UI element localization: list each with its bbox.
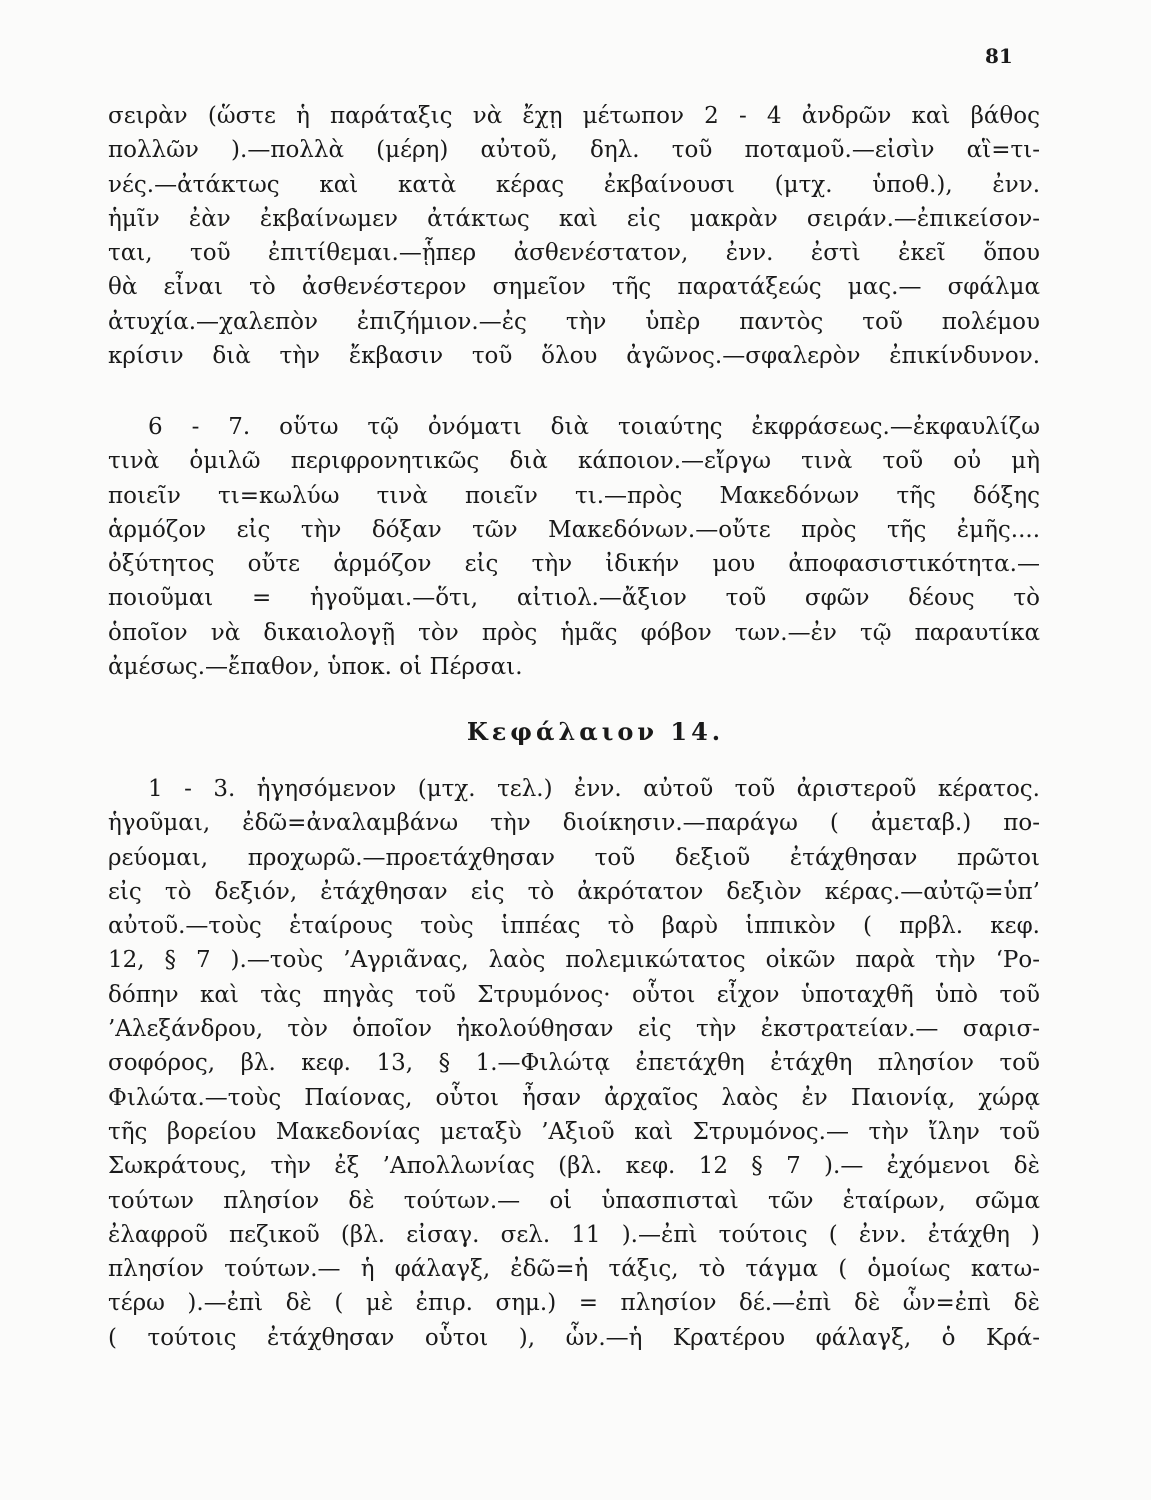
text-line: 12, § 7 ).—τοὺς ’Αγριᾶνας, λαὸς πολεμικώτατος οἰκῶν παρὰ τὴν ‘Ρο- bbox=[108, 947, 1040, 974]
text-line: τούτων πλησίον δὲ τούτων.— οἱ ὑπασπισταὶ τῶν ἑταίρων, σῶμα bbox=[108, 1187, 1040, 1214]
text-line: αὐτοῦ.—τοὺς ἑταίρους τοὺς ἱππέας τὸ βαρὺ ἱππικὸν ( πρβλ. κεφ. bbox=[108, 913, 1040, 940]
text-line: ται, τοῦ ἐπιτίθεμαι.—ᾗπερ ἀσθενέστατον, ἐνν. ἐστὶ ἐκεῖ ὅπου bbox=[108, 240, 1040, 267]
text-line: νές.—ἀτάκτως καὶ κατὰ κέρας ἐκβαίνουσι (μτχ. ὑποθ.), ἐνν. bbox=[108, 171, 1040, 198]
text-line: ὁποῖον νὰ δικαιολογῇ τὸν πρὸς ἡμᾶς φόβον των.—ἐν τῷ παραυτίκα bbox=[108, 619, 1040, 646]
text-line: ὀξύτητος οὔτε ἁρμόζον εἰς τὴν ἰδικήν μου ἀποφασιστικότητα.— bbox=[108, 551, 1040, 578]
text-line: ’Αλεξάνδρου, τὸν ὁποῖον ἠκολούθησαν εἰς τὴν ἐκστρατείαν.— σαρισ- bbox=[108, 1016, 1040, 1043]
text-line: Φιλώτα.—τοὺς Παίονας, οὗτοι ἦσαν ἀρχαῖος λαὸς ἐν Παιονίᾳ, χώρᾳ bbox=[108, 1084, 1040, 1111]
text-line: τέρω ).—ἐπὶ δὲ ( μὲ ἐπιρ. σημ.) = πλησίον δέ.—ἐπὶ δὲ ὧν=ἐπὶ δὲ bbox=[108, 1290, 1040, 1317]
text-line: πολλῶν ).—πολλὰ (μέρη) αὐτοῦ, δηλ. τοῦ ποταμοῦ.—εἰσὶν αἳ=τι- bbox=[108, 137, 1040, 164]
text-line: τῆς βορείου Μακεδονίας μεταξὺ ’Αξιοῦ καὶ Στρυμόνος.— τὴν ἴλην τοῦ bbox=[108, 1118, 1040, 1145]
text-line: Σωκράτους, τὴν ἐξ ’Απολλωνίας (βλ. κεφ. 12 § 7 ).— ἐχόμενοι δὲ bbox=[108, 1153, 1040, 1180]
page-number: 81 bbox=[985, 44, 1013, 68]
text-line: ἡμῖν ἐὰν ἐκβαίνωμεν ἀτάκτως καὶ εἰς μακρὰν σειράν.—ἐπικείσον- bbox=[108, 205, 1040, 232]
text-line: τινὰ ὁμιλῶ περιφρονητικῶς διὰ κάποιον.—εἴργω τινὰ τοῦ οὐ μὴ bbox=[108, 448, 1040, 475]
text-line: ἀτυχία.—χαλεπὸν ἐπιζήμιον.—ἐς τὴν ὑπὲρ παντὸς τοῦ πολέμου bbox=[108, 308, 1040, 335]
text-line: 6 - 7. οὕτω τῷ ὀνόματι διὰ τοιαύτης ἐκφράσεως.—ἐκφαυλίζω bbox=[148, 414, 1040, 440]
paragraph-3 bbox=[108, 772, 1040, 1355]
text-line: σοφόρος, βλ. κεφ. 13, § 1.—Φιλώτᾳ ἐπετάχθη ἐτάχθη πλησίον τοῦ bbox=[108, 1050, 1040, 1077]
text-line: ( τούτοις ἐτάχθησαν οὗτοι ), ὧν.—ἡ Κρατέρου φάλαγξ, ὁ Κρά- bbox=[108, 1324, 1040, 1351]
text-line: θὰ εἶναι τὸ ἀσθενέστερον σημεῖον τῆς παρατάξεώς μας.— σφάλμα bbox=[108, 274, 1040, 301]
text-line: ἀμέσως.—ἔπαθον, ὑποκ. οἱ Πέρσαι. bbox=[108, 654, 523, 681]
paragraph-2 bbox=[108, 410, 1040, 684]
text-line: 1 - 3. ἡγησόμενον (μτχ. τελ.) ἐνν. αὐτοῦ τοῦ ἀριστεροῦ κέρατος. bbox=[148, 776, 1040, 802]
paragraph-1 bbox=[108, 99, 1040, 373]
text-line: σειρὰν (ὥστε ἡ παράταξις νὰ ἔχῃ μέτωπον 2 - 4 ἀνδρῶν καὶ βάθος bbox=[108, 103, 1040, 129]
text-line: δόπην καὶ τὰς πηγὰς τοῦ Στρυμόνος· οὗτοι εἶχον ὑποταχθῆ ὑπὸ τοῦ bbox=[108, 981, 1040, 1008]
text-line: ρεύομαι, προχωρῶ.—προετάχθησαν τοῦ δεξιοῦ ἐτάχθησαν πρῶτοι bbox=[108, 844, 1040, 871]
text-line: ποιεῖν τι=κωλύω τινὰ ποιεῖν τι.—πρὸς Μακεδόνων τῆς δόξης bbox=[108, 482, 1040, 509]
chapter-heading: Κεφάλαιον 14. bbox=[466, 717, 725, 746]
text-line: ἁρμόζον εἰς τὴν δόξαν τῶν Μακεδόνων.—οὔτε πρὸς τῆς ἐμῆς.... bbox=[108, 516, 1040, 543]
text-line: ἐλαφροῦ πεζικοῦ (βλ. εἰσαγ. σελ. 11 ).—ἐπὶ τούτοις ( ἐνν. ἐτάχθη ) bbox=[108, 1221, 1040, 1248]
text-line: εἰς τὸ δεξιόν, ἐτάχθησαν εἰς τὸ ἀκρότατον δεξιὸν κέρας.—αὐτῷ=ὑπ’ bbox=[108, 878, 1040, 905]
text-line: ἡγοῦμαι, ἐδῶ=ἀναλαμβάνω τὴν διοίκησιν.—παράγω ( ἀμεταβ.) πο- bbox=[108, 810, 1040, 837]
text-line: ποιοῦμαι = ἡγοῦμαι.—ὅτι, αἰτιολ.—ἄξιον τοῦ σφῶν δέους τὸ bbox=[108, 585, 1040, 612]
text-line: πλησίον τούτων.— ἡ φάλαγξ, ἐδῶ=ἡ τάξις, τὸ τάγμα ( ὁμοίως κατω- bbox=[108, 1256, 1040, 1283]
text-line: κρίσιν διὰ τὴν ἔκβασιν τοῦ ὅλου ἀγῶνος.—σφαλερὸν ἐπικίνδυνον. bbox=[108, 343, 1040, 370]
